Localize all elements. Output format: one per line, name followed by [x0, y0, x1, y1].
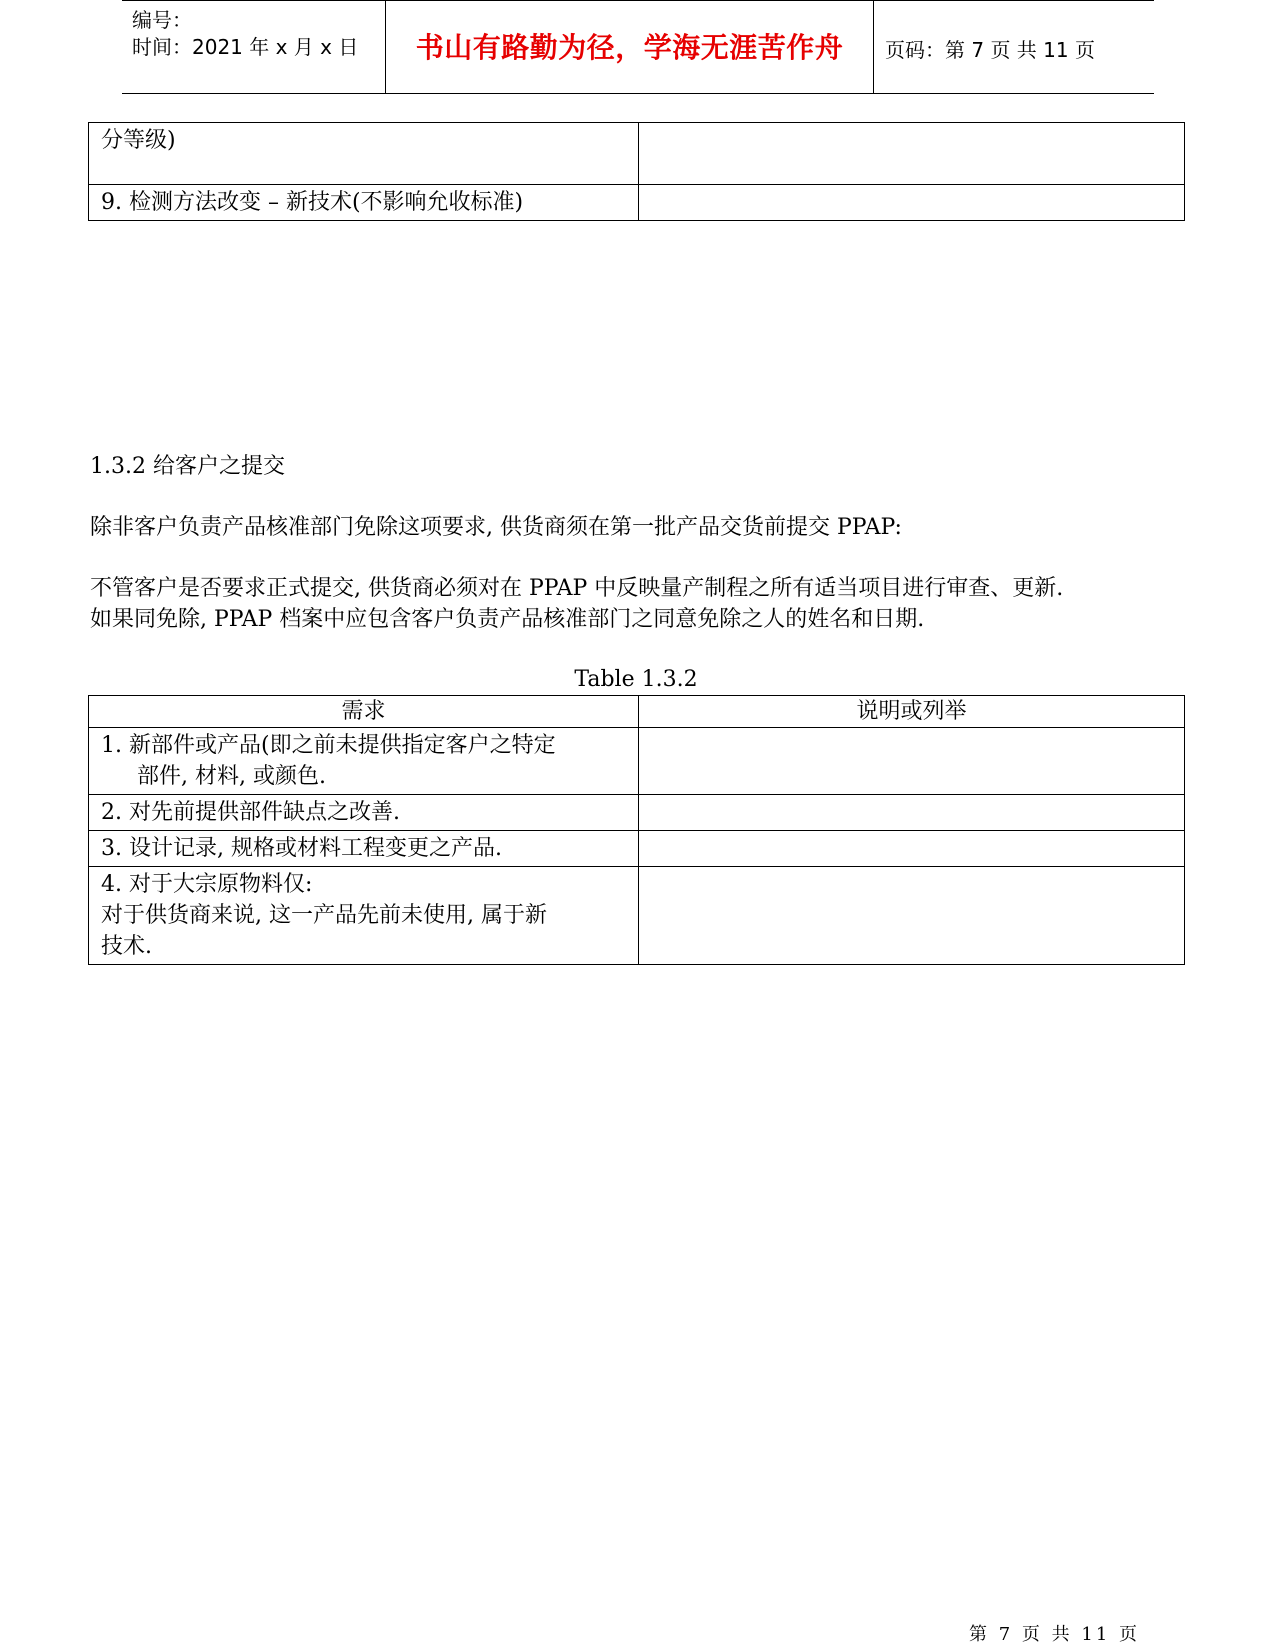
table-row [89, 123, 1185, 185]
header-divider-right [873, 0, 874, 93]
table-cell-req [89, 795, 639, 831]
table-row [89, 831, 1185, 867]
header-top-rule [122, 0, 1154, 1]
doc-time-label: 时间：2021 年 x 月 x 日 [132, 35, 359, 59]
table-cell-note [639, 831, 1185, 867]
table-cell-note [639, 867, 1185, 965]
table-row [89, 795, 1185, 831]
section-paragraph: 不管客户是否要求正式提交, 供货商必须对在 PPAP 中反映量产制程之所有适当项目进行审查、更新. [90, 576, 1064, 601]
footer-page-number: 第 7 页 共 11 页 [969, 1624, 1140, 1645]
req-line: 1. 新部件或产品(即之前未提供指定客户之特定 [101, 733, 556, 758]
doc-number-label: 编号： [132, 8, 192, 32]
req-line: 技术. [101, 934, 152, 959]
table-continued [88, 122, 1185, 221]
table-cell-req [89, 867, 639, 965]
table-cell-req [89, 831, 639, 867]
table-row [89, 728, 1185, 795]
table-cell-req: 分等级) [89, 123, 639, 185]
req-line: 2. 对先前提供部件缺点之改善. [101, 800, 400, 825]
section-heading: 1.3.2 给客户之提交 [90, 454, 285, 479]
table-cell-note [639, 728, 1185, 795]
table-header-row [89, 696, 1185, 728]
header-bottom-rule [122, 93, 1154, 94]
table-caption: Table 1.3.2 [574, 667, 698, 692]
table-row [89, 185, 1185, 221]
table-cell-req: 9. 检测方法改变 – 新技术(不影响允收标准) [89, 185, 639, 221]
table-cell-note [639, 185, 1185, 221]
req-line: 部件, 材料, 或颜色. [137, 764, 326, 789]
req-line: 4. 对于大宗原物料仅: [101, 872, 313, 897]
table-cell-note [639, 795, 1185, 831]
table-1-3-2 [88, 695, 1185, 965]
section-paragraph: 除非客户负责产品核准部门免除这项要求, 供货商须在第一批产品交货前提交 PPAP: [90, 515, 902, 540]
column-header-note: 说明或列举 [639, 696, 1185, 728]
table-row [89, 867, 1185, 965]
req-line: 3. 设计记录, 规格或材料工程变更之产品. [101, 836, 502, 861]
table-cell-req [89, 728, 639, 795]
section-paragraph: 如果同免除, PPAP 档案中应包含客户负责产品核准部门之同意免除之人的姓名和日期. [90, 607, 925, 632]
table-cell-note [639, 123, 1185, 185]
req-line: 对于供货商来说, 这一产品先前未使用, 属于新 [101, 903, 547, 928]
header-page-info: 页码：第 7 页 共 11 页 [885, 38, 1095, 62]
column-header-req: 需求 [89, 696, 639, 728]
header-motto: 书山有路勤为径，学海无涯苦作舟 [415, 31, 844, 64]
